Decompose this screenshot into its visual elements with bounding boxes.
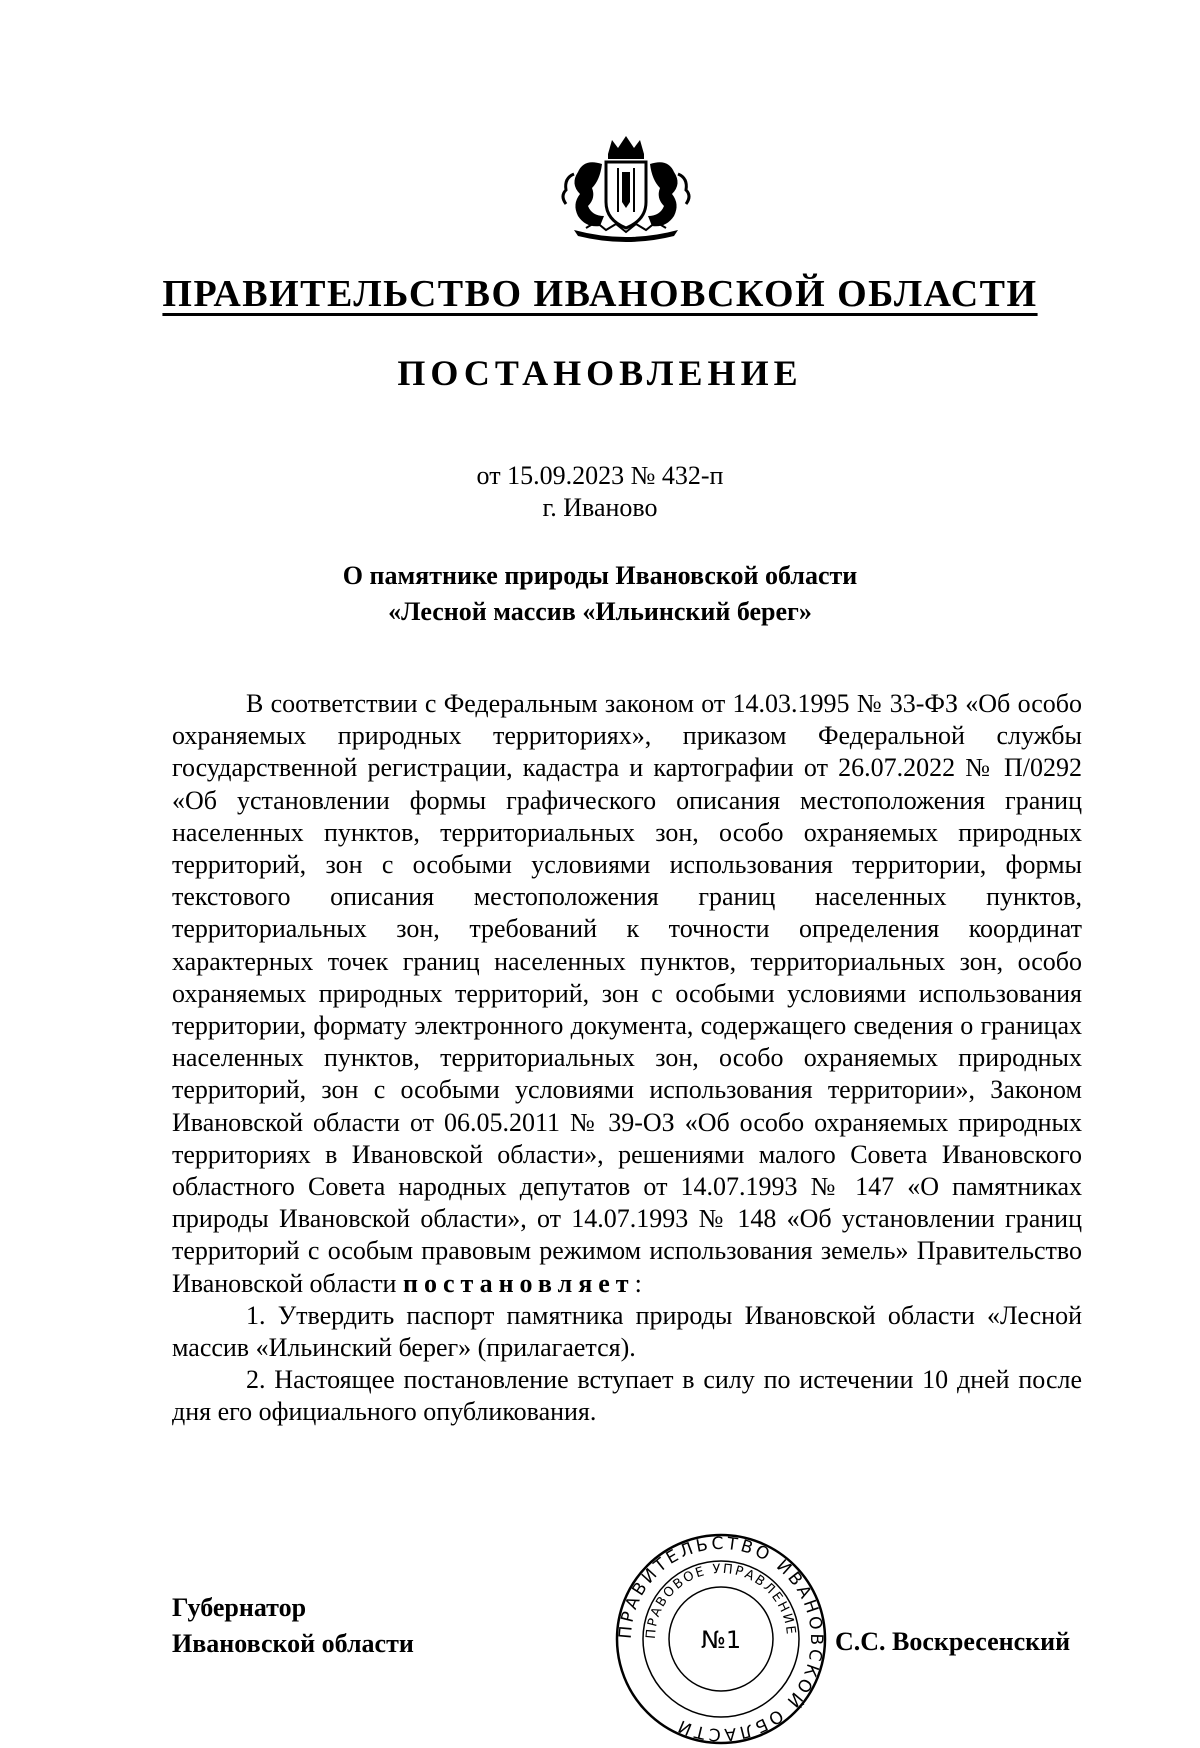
preamble-text: В соответствии с Федеральным законом от 14.03.1995 № 33-ФЗ «Об особо охраняемых природных территориях», приказом Федеральной службы государственной регистрации, кадастра и картографии от 26.07.2022 № П/0292 «Об установлении формы графического описания местоположения границ населенных пунктов, территориальных зон, особо охраняемых природных территорий, зон с особыми условиями использования территории, формы текстового описания местоположения границ населенных пунктов, территориальных зон, требований к точности определения координат характерных точек границ населенных пунктов, территориальных зон, особо охраняемых природных территорий, зон с особыми условиями использования территории, формату электронного документа, содержащего сведения о границах населенных пунктов, территориальных зон, особо охраняемых природных территорий, зон с особыми условиями использования территории», Законом Ивановской области от 06.05.2011 № 39-ОЗ «Об особо охраняемых природных территориях в Ивановской области», решениями малого Совета Ивановского областного Совета народных депутатов от 14.07.1993 № 147 «О памятниках природы Ивановской области», от 14.07.1993 № 148 «Об установлении границ территорий с особым правовым режимом использования земель» Правительство Ивановской области (172, 689, 1082, 1298)
item-2: 2. Настоящее постановление вступает в силу по истечении 10 дней после дня его официального опубликования. (172, 1365, 1082, 1427)
coat-of-arms-icon (556, 132, 696, 242)
subject-line-2: «Лесной массив «Ильинский берег» (388, 597, 812, 626)
subject-line-1: О памятнике природы Ивановской области (342, 561, 858, 590)
city: г. Иваново (542, 493, 658, 522)
preamble-paragraph (172, 688, 1082, 1300)
official-stamp (612, 1530, 830, 1748)
stamp-outer-text: ПРАВИТЕЛЬСТВО ИВАНОВСКОЙ ОБЛАСТИ (615, 1533, 827, 1745)
item-1: 1. Утвердить паспорт памятника природы Ивановской области «Лесной массив «Ильинский берег» (прилагается). (172, 1300, 1082, 1363)
government-title: ПРАВИТЕЛЬСТВО ИВАНОВСКОЙ ОБЛАСТИ (162, 273, 1038, 315)
date-number: от 15.09.2023 № 432-п (476, 461, 724, 490)
position-line-1: Губернатор (172, 1593, 307, 1622)
resolves-word: постановляет (402, 1268, 635, 1298)
stamp-inner-text: ПРАВОВОЕ УПРАВЛЕНИЕ (643, 1561, 799, 1640)
document-type: ПОСТАНОВЛЕНИЕ (397, 353, 803, 393)
document-subject (0, 558, 1200, 630)
position-line-2: Ивановской области (172, 1629, 414, 1658)
resolves-colon: : (634, 1268, 642, 1298)
document-body (172, 688, 1082, 1429)
stamp-number: №1 (700, 1626, 742, 1654)
signatory-position (172, 1590, 414, 1662)
signatory-name: С.С. Воскресенский (835, 1627, 1071, 1656)
